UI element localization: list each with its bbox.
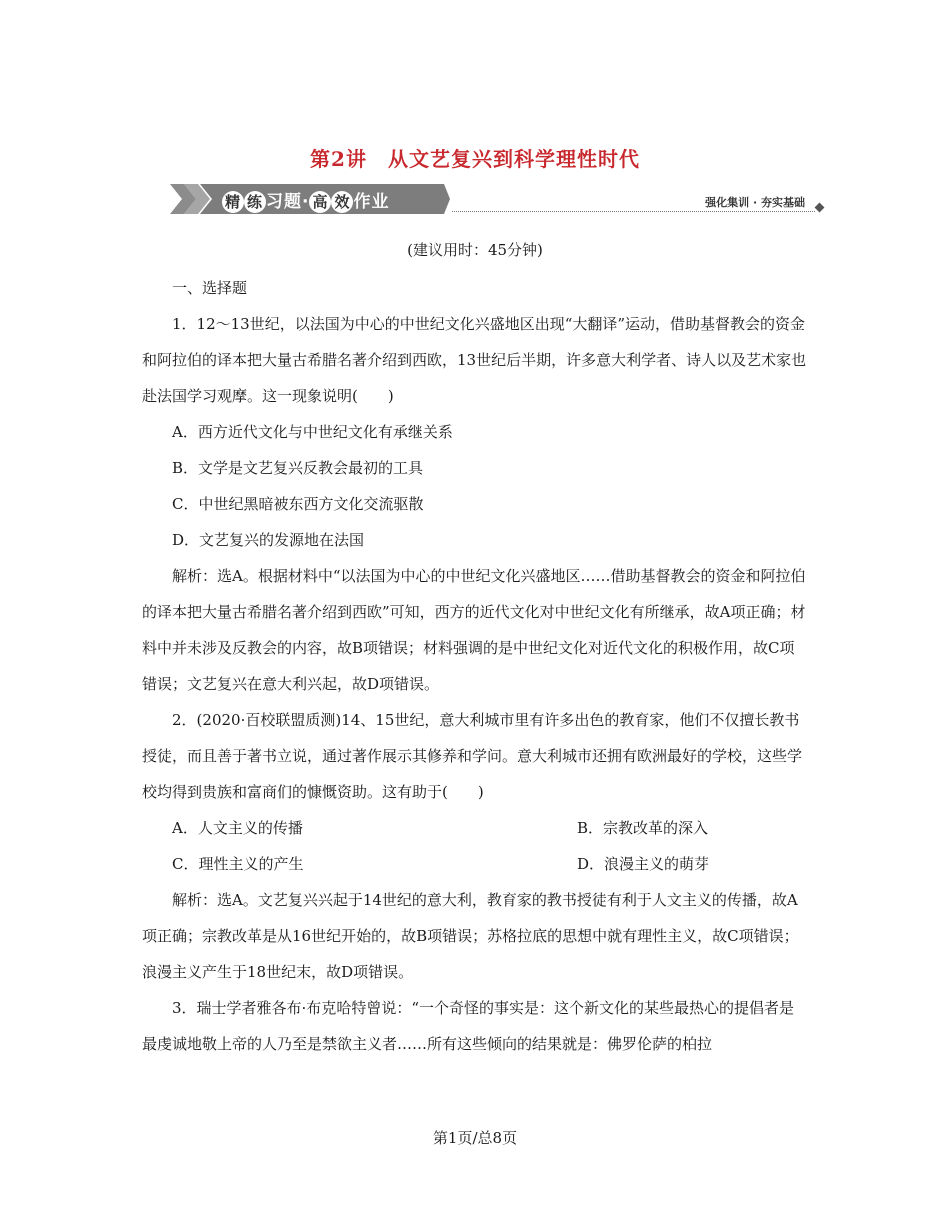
- banner-char-1: 精: [222, 191, 244, 213]
- banner-dotted-line: [452, 211, 815, 212]
- q2-option-c: C．理性主义的产生: [172, 855, 304, 873]
- banner-word-2: 作业: [353, 192, 390, 212]
- banner-dot: ·: [302, 192, 310, 212]
- q1-analysis: 解析：选A。根据材料中“以法国为中心的中世纪文化兴盛地区……借助基督教会的资金和阿拉伯的译本把大量古希腊名著介绍到西欧”可知，西方的近代文化对中世纪文化有所继承，故A项正确；材料中并未涉及反教会的内容，故B项错误；材料强调的是中世纪文化对近代文化的积极作用，故C项错误；文艺复兴在意大利兴起，故D项错误。: [142, 567, 806, 693]
- section-heading: 一、选择题: [172, 279, 248, 297]
- q3-stem: 3．瑞士学者雅各布·布克哈特曾说：“一个奇怪的事实是：这个新文化的某些最热心的提倡者是最虔诚地敬上帝的人乃至是禁欲主义者……所有这些倾向的结果就是：佛罗伦萨的柏拉: [142, 999, 794, 1053]
- banner-label: [222, 187, 389, 213]
- q2-stem: 2．(2020·百校联盟质测)14、15世纪，意大利城市里有许多出色的教育家，他们不仅擅长教书授徒，而且善于著书立说，通过著作展示其修养和学问。意大利城市还拥有欧洲最好的学校，这些学校均得到贵族和富商们的慷慨资助。这有助于( ): [142, 711, 803, 801]
- banner-char-2: 练: [244, 191, 266, 213]
- banner-word-1: 习题: [266, 192, 302, 212]
- q1-option-d: D．文艺复兴的发源地在法国: [172, 531, 365, 549]
- q1-option-b: B．文学是文艺复兴反教会最初的工具: [172, 459, 424, 477]
- q2-options-row-2: [142, 846, 808, 882]
- page-title: 第2讲 从文艺复兴到科学理性时代: [310, 147, 640, 171]
- q2-analysis: 解析：选A。文艺复兴兴起于14世纪的意大利，教育家的教书授徒有利于人文主义的传播，故A项正确；宗教改革是从16世纪开始的，故B项错误；苏格拉底的思想中就有理性主义，故C项错误；浪漫主义产生于18世纪末，故D项错误。: [142, 891, 799, 981]
- q1-option-c: C．中世纪黑暗被东西方文化交流驱散: [172, 495, 424, 513]
- q2-option-a: A．人文主义的传播: [172, 819, 303, 837]
- question-content: [142, 270, 808, 1062]
- banner-subtitle: 强化集训 · 夯实基础: [705, 196, 805, 209]
- banner-char-3: 高: [309, 191, 331, 213]
- q1-stem: 1．12～13世纪，以法国为中心的中世纪文化兴盛地区出现“大翻译”运动，借助基督教会的资金和阿拉伯的译本把大量古希腊名著介绍到西欧，13世纪后半期，许多意大利学者、诗人以及艺术家也赴法国学习观摩。这一现象说明( ): [142, 315, 807, 405]
- section-banner: [170, 184, 825, 216]
- q2-option-d: D．浪漫主义的萌芽: [577, 855, 710, 873]
- q2-options-row-1: [142, 810, 808, 846]
- banner-char-4: 效: [331, 191, 353, 213]
- q2-option-b: B．宗教改革的深入: [577, 819, 709, 837]
- diamond-icon: [815, 203, 825, 213]
- suggested-time: (建议用时：45分钟): [407, 241, 543, 259]
- page-footer: 第1页/总8页: [432, 1129, 518, 1147]
- q1-option-a: A．西方近代文化与中世纪文化有承继关系: [172, 423, 453, 441]
